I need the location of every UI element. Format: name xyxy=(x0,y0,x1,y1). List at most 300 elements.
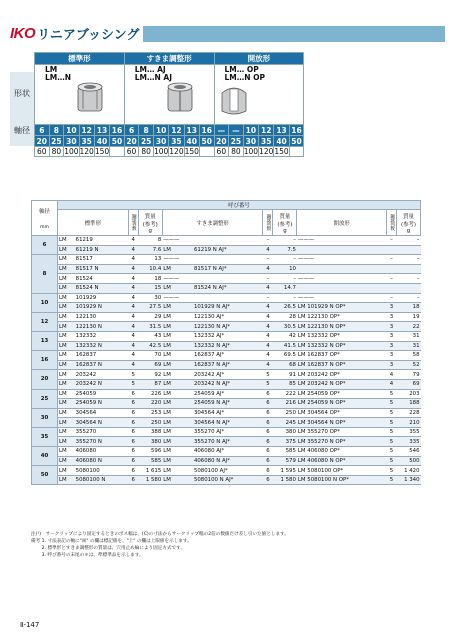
table-row xyxy=(32,255,421,265)
cell-sm: 7.6 xyxy=(138,245,162,255)
axis-diameter-cell: 10 xyxy=(64,125,79,136)
table-row xyxy=(32,389,421,399)
axis-diameter-cell: 150 xyxy=(274,147,289,156)
cell-o1 xyxy=(297,283,387,293)
cell-sb: 4 xyxy=(128,293,138,303)
cell-o1 xyxy=(297,264,387,274)
cell-o1: LM 122130 OP* xyxy=(297,312,387,322)
cell-a2: 355270 AJ* xyxy=(193,427,263,437)
cell-a2: 406080 N AJ* xyxy=(193,456,263,466)
cell-sb: 4 xyxy=(128,255,138,265)
axis-diameter-cell: 100 xyxy=(153,147,169,156)
cell-s2: 81524 xyxy=(75,274,129,284)
cell-am: 26.5 xyxy=(273,303,297,313)
col-standard-header: 標準形 xyxy=(58,210,129,236)
cell-a1: LM xyxy=(162,303,193,313)
axis-diameter-cell: 80 xyxy=(49,147,64,157)
cell-a2 xyxy=(193,274,263,284)
axis-diameter-cell: 50 xyxy=(110,136,125,147)
table-row xyxy=(32,379,421,389)
cell-sb: 4 xyxy=(128,303,138,313)
cell-om: 52 xyxy=(397,360,421,370)
cell-a1: LM xyxy=(162,360,193,370)
cell-sm: 388 xyxy=(138,427,162,437)
axis-diameter-cell: 10 xyxy=(243,125,258,136)
cell-sb: 4 xyxy=(128,331,138,341)
cell-om: 1 340 xyxy=(397,475,421,485)
axis-diameter-cell: 8 xyxy=(139,125,154,136)
cell-sb: 4 xyxy=(128,322,138,332)
cell-d: 12 xyxy=(32,312,58,331)
axis-diameter-cell: 40 xyxy=(94,136,109,147)
col-adjust-header: すきま調整形 xyxy=(162,210,263,236)
cell-ab: 6 xyxy=(263,389,273,399)
axis-diameter-cell: 12 xyxy=(79,125,94,136)
cell-sm: 43 xyxy=(138,331,162,341)
cell-am: – xyxy=(273,255,297,265)
axis-diameter-cell: — xyxy=(229,125,244,136)
cell-ob: 3 xyxy=(387,360,397,370)
cell-ob: 5 xyxy=(387,466,397,476)
axis-diameter-cell: 35 xyxy=(79,136,94,147)
cell-am: – xyxy=(273,274,297,284)
cell-s1: LM xyxy=(58,293,75,303)
cell-o1 xyxy=(297,245,387,255)
axis-diameter-cell: 13 xyxy=(184,125,199,136)
axis-diameter-cell: 60 xyxy=(124,147,139,157)
cell-om: 203 xyxy=(397,389,421,399)
table-row xyxy=(32,293,421,303)
cell-o1: LM 101929 N OP* xyxy=(297,303,387,313)
cell-am: 41.5 xyxy=(273,341,297,351)
cell-am: 91 xyxy=(273,370,297,380)
cell-om: 210 xyxy=(397,418,421,428)
cell-ob: 3 xyxy=(387,351,397,361)
cell-a1: LM xyxy=(162,466,193,476)
cell-ob xyxy=(387,264,397,274)
note-line: 2. 標準形とすきま調整形の質量は、穴用止め輪により固定方式です。 xyxy=(31,546,185,551)
axis-diameter-cell: 25 xyxy=(139,136,154,147)
cell-s1: LM xyxy=(58,370,75,380)
cell-sb: 4 xyxy=(128,341,138,351)
cell-ob: 3 xyxy=(387,303,397,313)
cell-s1: LM xyxy=(58,389,75,399)
bushing-adjustable-image xyxy=(163,81,197,115)
cell-s2: 61219 xyxy=(75,236,129,246)
cell-o1: LM 203242 OP* xyxy=(297,370,387,380)
cell-s1: LM xyxy=(58,475,75,485)
axis-diameter-cell: 20 xyxy=(214,136,229,147)
cell-ab: 4 xyxy=(263,331,273,341)
table-row xyxy=(32,283,421,293)
cell-d: 16 xyxy=(32,351,58,370)
cell-ab: – xyxy=(263,255,273,265)
cell-a2: 61219 N AJ* xyxy=(193,245,263,255)
cell-om: 335 xyxy=(397,437,421,447)
cell-ab: 4 xyxy=(263,351,273,361)
dimension-table: 軸径 mm 呼び番号 標準形 鋼球列数 質量 (参考) g すきま調整形 鋼球列数 質量 (参考) g 開放形 鋼球列数 質量 (参考) g 6 LM 61219 4 8 ——— – – ——— – – LM 61219 N 4 7.6 LM 61219 N AJ* 4 7.5 8 LM 81517 4 13 ——— – – ——— – – LM 81517 N 4 10.4 LM 81517 N AJ* 4 10 LM 81524 4 18 ——— – – ——— – – LM 81524 N 4 15 LM 81524 N AJ* 4 14.7 10 LM 101929 4 30 ——— – – ——— – – LM 101929 N 4 27.5 LM 101929 N AJ* 4 26.5 LM 101929 N OP* 3 18 12 LM 122130 4 29 LM 122130 AJ* 4 28 LM 122130 OP* 3 19 LM 122130 N 4 31.5 LM 122130 N AJ* 4 30.5 LM 122130 N OP* 3 22 13 LM 132332 4 43 LM 132332 AJ* 4 42 LM 132332 OP* 3 31 LM 132332 N 4 42.5 LM 132332 N AJ* 4 41.5 LM 132332 N OP* 3 31 16 LM 162837 4 70 LM 162837 AJ* 4 69.5 LM 162837 OP* 3 58 LM 162837 N 4 69 LM 162837 N AJ* 4 68 LM 162837 N OP* 3 52 20 LM 203242 5 92 LM 203242 AJ* 5 91 LM 203242 OP* 4 79 LM 203242 N 5 87 LM 203242 N AJ* 5 85 LM 203242 N OP* 4 69 25 LM 254059 6 226 LM 254059 AJ* 6 222 LM 254059 OP* 5 203 LM 254059 N 6 220 LM 254059 N AJ* 6 216 LM 254059 N OP* 5 188 30 LM 304564 6 253 LM 304564 AJ* 6 250 LM 304564 OP* 5 228 LM 304564 N 6 250 LM 304564 N AJ* 6 245 LM 304564 N OP* 5 210 35 LM 355270 6 388 LM 355270 AJ* 6 380 LM 355270 OP* 5 355 LM 355270 N 6 380 LM 355270 N AJ* 6 375 LM 355270 N OP* 5 335 40 LM 406080 6 596 LM 406080 AJ* 6 585 LM 406080 OP* 5 546 LM 406080 N 6 585 LM 406080 N AJ* 6 579 LM 406080 N OP* 5 500 50 LM 5080100 6 1 615 LM 5080100 AJ* 6 1 595 LM 5080100 OP* 5 1 420 LM 5080100 N 6 1 580 LM 5080100 N AJ* 6 1 580 LM 5080100 N OP* 5 1 340 xyxy=(31,200,421,485)
cell-sb: 6 xyxy=(128,466,138,476)
axis-diameter-cell: 25 xyxy=(229,136,244,147)
cell-s1: LM xyxy=(58,312,75,322)
cell-sb: 6 xyxy=(128,475,138,485)
axis-diameter-cell: 10 xyxy=(153,125,168,136)
cell-d: 30 xyxy=(32,408,58,427)
cell-am: 245 xyxy=(273,418,297,428)
axis-diameter-cell: 20 xyxy=(124,136,139,147)
cell-o1: ——— xyxy=(297,236,387,246)
cell-d: 8 xyxy=(32,255,58,293)
cell-om: 355 xyxy=(397,427,421,437)
cell-a1: LM xyxy=(162,322,193,332)
cell-am: 14.7 xyxy=(273,283,297,293)
axis-diameter-cell: 100 xyxy=(243,147,259,156)
cell-sm: 29 xyxy=(138,312,162,322)
cell-sb: 6 xyxy=(128,447,138,457)
cell-om: 546 xyxy=(397,447,421,457)
cell-ob: 5 xyxy=(387,456,397,466)
cell-s2: 101929 N xyxy=(75,303,129,313)
cell-a2 xyxy=(193,255,263,265)
cell-a1: LM xyxy=(162,408,193,418)
cell-sb: 6 xyxy=(128,437,138,447)
cell-sm: 18 xyxy=(138,274,162,284)
cell-s1: LM xyxy=(58,437,75,447)
table-row xyxy=(32,427,421,437)
cell-ab: 6 xyxy=(263,437,273,447)
cell-s1: LM xyxy=(58,447,75,457)
cell-am: 380 xyxy=(273,427,297,437)
cell-s2: 5080100 xyxy=(75,466,129,476)
cell-s1: LM xyxy=(58,379,75,389)
cell-am: 42 xyxy=(273,331,297,341)
cell-sm: 87 xyxy=(138,379,162,389)
cell-sb: 4 xyxy=(128,360,138,370)
cell-a1: LM xyxy=(162,427,193,437)
cell-o1: LM 406080 OP* xyxy=(297,447,387,457)
cell-a1: LM xyxy=(162,437,193,447)
cell-d: 35 xyxy=(32,427,58,446)
axis-diameter-cell: 30 xyxy=(243,136,258,147)
cell-om xyxy=(397,264,421,274)
cell-ab: 4 xyxy=(263,322,273,332)
cell-sb: 5 xyxy=(128,379,138,389)
cell-ab: 6 xyxy=(263,447,273,457)
cell-sm: 69 xyxy=(138,360,162,370)
axis-diameter-cell: 50 xyxy=(289,136,304,147)
cell-o1: ——— xyxy=(297,274,387,284)
cell-ob: 4 xyxy=(387,379,397,389)
cell-am: 7.5 xyxy=(273,245,297,255)
cell-sm: 30 xyxy=(138,293,162,303)
cell-a2: 101929 N AJ* xyxy=(193,303,263,313)
table-row xyxy=(32,351,421,361)
cell-s1: LM xyxy=(58,283,75,293)
cell-a2: 304564 AJ* xyxy=(193,408,263,418)
bushing-open-image xyxy=(217,83,251,117)
cell-sb: 5 xyxy=(128,370,138,380)
cell-s1: LM xyxy=(58,427,75,437)
cell-sb: 6 xyxy=(128,389,138,399)
table-row xyxy=(32,399,421,409)
cell-a2: 132332 N AJ* xyxy=(193,341,263,351)
axis-diameter-cell: 40 xyxy=(274,136,289,147)
cell-s2: 355270 xyxy=(75,427,129,437)
cell-ob xyxy=(387,283,397,293)
cell-s2: 203242 xyxy=(75,370,129,380)
type-standard-cell: LM LM…N xyxy=(35,65,125,125)
cell-s2: 122130 N xyxy=(75,322,129,332)
cell-am: 375 xyxy=(273,437,297,447)
table-row xyxy=(32,370,421,380)
cell-ab: 4 xyxy=(263,312,273,322)
cell-ob: 5 xyxy=(387,399,397,409)
cell-s2: 81517 N xyxy=(75,264,129,274)
cell-o1: LM 254059 OP* xyxy=(297,389,387,399)
cell-am: 250 xyxy=(273,408,297,418)
cell-ob: 3 xyxy=(387,322,397,332)
table-row xyxy=(32,331,421,341)
cell-am: 68 xyxy=(273,360,297,370)
cell-a1: LM xyxy=(162,341,193,351)
brand-logo: IKO リニアブッシング xyxy=(6,22,143,44)
cell-om: 58 xyxy=(397,351,421,361)
axis-diameter-cell xyxy=(289,147,304,157)
axis-row-label: 軸径 xyxy=(10,114,34,146)
cell-a1: LM xyxy=(162,389,193,399)
axis-diameter-cell: 80 xyxy=(229,147,244,157)
cell-s1: LM xyxy=(58,245,75,255)
cell-ob: – xyxy=(387,255,397,265)
cell-a2: 254059 AJ* xyxy=(193,389,263,399)
cell-ab: 4 xyxy=(263,245,273,255)
table-row xyxy=(32,360,421,370)
axis-diameter-cell: 13 xyxy=(274,125,289,136)
cell-d: 20 xyxy=(32,370,58,389)
cell-a1: LM xyxy=(162,370,193,380)
table-row xyxy=(32,456,421,466)
note-line: 備考 1. 寸法表記の軸に"両" の欄は標記値を、"上" の欄は上限値を示します。 xyxy=(31,539,192,544)
cell-ab: – xyxy=(263,293,273,303)
cell-ab: 5 xyxy=(263,370,273,380)
cell-a1: LM xyxy=(162,418,193,428)
cell-am: – xyxy=(273,293,297,303)
cell-o1: ——— xyxy=(297,255,387,265)
cell-s1: LM xyxy=(58,236,75,246)
cell-ob: 5 xyxy=(387,475,397,485)
cell-ab: 6 xyxy=(263,408,273,418)
cell-om xyxy=(397,283,421,293)
cell-sm: 70 xyxy=(138,351,162,361)
cell-ab: 6 xyxy=(263,466,273,476)
cell-om: 79 xyxy=(397,370,421,380)
cell-ab: 6 xyxy=(263,427,273,437)
cell-sb: 6 xyxy=(128,408,138,418)
cell-d: 40 xyxy=(32,447,58,466)
table-row xyxy=(32,245,421,255)
cell-s1: LM xyxy=(58,255,75,265)
cell-om: 22 xyxy=(397,322,421,332)
axis-diameter-cell: 25 xyxy=(49,136,64,147)
cell-o1: LM 162837 OP* xyxy=(297,351,387,361)
cell-sm: 10.4 xyxy=(138,264,162,274)
cell-ab: – xyxy=(263,236,273,246)
cell-ob xyxy=(387,245,397,255)
axis-diameter-cell: 16 xyxy=(110,125,125,136)
cell-a2: 254059 N AJ* xyxy=(193,399,263,409)
cell-a2 xyxy=(193,293,263,303)
cell-om: – xyxy=(397,274,421,284)
table-row xyxy=(32,466,421,476)
cell-om: – xyxy=(397,293,421,303)
cell-o1: LM 132332 OP* xyxy=(297,331,387,341)
cell-ab: – xyxy=(263,274,273,284)
cell-ab: 5 xyxy=(263,379,273,389)
cell-sb: 4 xyxy=(128,351,138,361)
axis-diameter-cell: 40 xyxy=(184,136,199,147)
cell-ob: 3 xyxy=(387,312,397,322)
axis-diameter-cell: 80 xyxy=(139,147,154,157)
cell-d: 6 xyxy=(32,236,58,255)
cell-s1: LM xyxy=(58,274,75,284)
cell-s2: 406080 xyxy=(75,447,129,457)
table-row xyxy=(32,408,421,418)
cell-sm: 42.5 xyxy=(138,341,162,351)
axis-diameter-cell: 30 xyxy=(153,136,168,147)
cell-s1: LM xyxy=(58,331,75,341)
cell-sb: 4 xyxy=(128,274,138,284)
cell-s2: 304564 N xyxy=(75,418,129,428)
cell-ob: – xyxy=(387,274,397,284)
cell-am: 1 580 xyxy=(273,475,297,485)
cell-ob: – xyxy=(387,236,397,246)
cell-om: 228 xyxy=(397,408,421,418)
cell-a2: 81517 N AJ* xyxy=(193,264,263,274)
cell-ob: 3 xyxy=(387,341,397,351)
axis-diameter-cell: 150 xyxy=(94,147,110,156)
cell-sb: 4 xyxy=(128,245,138,255)
cell-am: 216 xyxy=(273,399,297,409)
axis-diameter-cell: 8 xyxy=(49,125,64,136)
cell-a2: 162837 N AJ* xyxy=(193,360,263,370)
cell-s2: 304564 xyxy=(75,408,129,418)
cell-a2: 81524 N AJ* xyxy=(193,283,263,293)
cell-ab: 6 xyxy=(263,418,273,428)
type-standard-header: 標準形 xyxy=(35,53,125,65)
cell-s1: LM xyxy=(58,399,75,409)
cell-a2: 132332 AJ* xyxy=(193,331,263,341)
cell-s2: 355270 N xyxy=(75,437,129,447)
cell-sb: 4 xyxy=(128,312,138,322)
cell-a2: 304564 N AJ* xyxy=(193,418,263,428)
col-axis-header: 軸径 mm xyxy=(32,201,58,236)
axis-diameter-cell: 30 xyxy=(64,136,79,147)
cell-sm: 27.5 xyxy=(138,303,162,313)
table-row xyxy=(32,437,421,447)
note-line: 3. 呼び番号の末尾の＊は、準標準品を示します。 xyxy=(31,553,144,558)
cell-a1: LM xyxy=(162,351,193,361)
table-row xyxy=(32,475,421,485)
table-row xyxy=(32,322,421,332)
axis-diameter-cell: 12 xyxy=(259,125,274,136)
cell-a1: ——— xyxy=(162,293,193,303)
cell-ob: 3 xyxy=(387,331,397,341)
axis-diameter-cell: 150 xyxy=(184,147,199,156)
cell-ab: 4 xyxy=(263,283,273,293)
cell-ab: 4 xyxy=(263,264,273,274)
cell-sm: 31.5 xyxy=(138,322,162,332)
cell-ab: 6 xyxy=(263,475,273,485)
cell-om: 188 xyxy=(397,399,421,409)
cell-o1: LM 122130 N OP* xyxy=(297,322,387,332)
cell-sb: 6 xyxy=(128,456,138,466)
cell-s1: LM xyxy=(58,456,75,466)
cell-s1: LM xyxy=(58,408,75,418)
cell-s2: 61219 N xyxy=(75,245,129,255)
cell-am: – xyxy=(273,236,297,246)
designation-group-header: 呼び番号 xyxy=(58,201,421,210)
cell-om: 1 420 xyxy=(397,466,421,476)
cell-ab: 6 xyxy=(263,399,273,409)
cell-sm: 585 xyxy=(138,456,162,466)
cell-a1: LM xyxy=(162,283,193,293)
axis-diameter-cell: 120 xyxy=(169,147,184,156)
cell-a2: 203242 N AJ* xyxy=(193,379,263,389)
cell-a1: LM xyxy=(162,379,193,389)
cell-sm: 253 xyxy=(138,408,162,418)
cell-d: 10 xyxy=(32,293,58,312)
cell-a2: 5080100 AJ* xyxy=(193,466,263,476)
cell-d: 13 xyxy=(32,331,58,350)
cell-om: 500 xyxy=(397,456,421,466)
cell-s2: 132332 N xyxy=(75,341,129,351)
section-title: リニアブッシング xyxy=(37,27,140,43)
cell-a2: 203242 AJ* xyxy=(193,370,263,380)
cell-om: 31 xyxy=(397,331,421,341)
cell-s1: LM xyxy=(58,418,75,428)
cell-s2: 162837 xyxy=(75,351,129,361)
cell-s2: 203242 N xyxy=(75,379,129,389)
cell-o1: LM 355270 N OP* xyxy=(297,437,387,447)
cell-o1: LM 304564 OP* xyxy=(297,408,387,418)
cell-sm: 15 xyxy=(138,283,162,293)
cell-am: 10 xyxy=(273,264,297,274)
cell-a1: LM xyxy=(162,456,193,466)
axis-diameter-cell: 35 xyxy=(169,136,184,147)
cell-am: 85 xyxy=(273,379,297,389)
axis-diameter-cell: 60 xyxy=(35,147,50,157)
cell-ob: 4 xyxy=(387,370,397,380)
cell-s2: 254059 N xyxy=(75,399,129,409)
type-open-cell: LM… OP LM…N OP xyxy=(214,65,304,125)
type-adjustable-header: すきま調整形 xyxy=(124,53,214,65)
cell-om: 18 xyxy=(397,303,421,313)
cell-ab: 4 xyxy=(263,303,273,313)
cell-a2: 355270 N AJ* xyxy=(193,437,263,447)
page-number: Ⅱ-147 xyxy=(20,621,40,629)
cell-o1: LM 132332 N OP* xyxy=(297,341,387,351)
axis-diameter-cell: 60 xyxy=(214,147,229,157)
axis-diameter-cell: 20 xyxy=(35,136,50,147)
cell-ob: 5 xyxy=(387,447,397,457)
cell-ob: 5 xyxy=(387,418,397,428)
cell-sb: 4 xyxy=(128,264,138,274)
axis-diameter-cell: 16 xyxy=(199,125,214,136)
cell-am: 69.5 xyxy=(273,351,297,361)
cell-a2: 122130 N AJ* xyxy=(193,322,263,332)
cell-om xyxy=(397,245,421,255)
cell-o1: LM 162837 N OP* xyxy=(297,360,387,370)
